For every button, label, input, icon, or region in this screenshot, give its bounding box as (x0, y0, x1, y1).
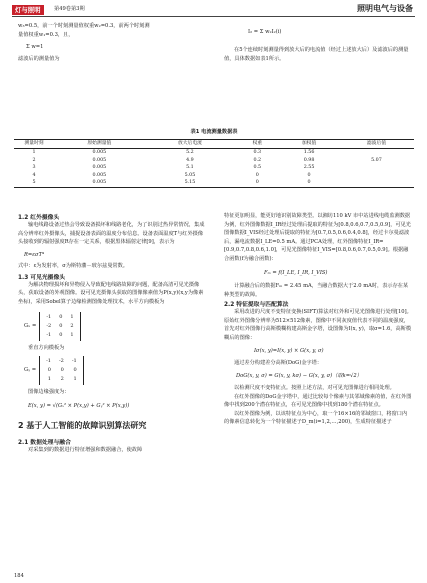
header-rule (12, 16, 415, 17)
matrix-cell: -1 (46, 313, 52, 320)
table-cell: 0.005 (92, 157, 107, 163)
table-cell: 0 (279, 179, 339, 187)
table-cell: 5.15 (145, 179, 236, 187)
matrix-cell: 1 (70, 331, 74, 338)
section-heading-2-2: 2.2 特征提取与匹配算法 (224, 302, 289, 309)
text-line: w₃=0.5，前一个时刻测量值权重w₂=0.3，前两个时刻测 (18, 23, 150, 29)
matrix-cell: -2 (58, 358, 64, 365)
top-left-block (18, 22, 206, 63)
paragraph: 以红外图像为例，以该特征点为中心，取一个16×16的邻域窗口，将窗口内的像素信息转化为一个特征描述子D_m(i=1,2,…,200)，生成特征描述子 (224, 410, 408, 426)
matrix-cell: 2 (60, 376, 64, 383)
table-block (14, 128, 414, 188)
page-header (0, 0, 427, 18)
table-cell: 0 (307, 172, 311, 178)
table-cell: 5.2 (186, 150, 194, 155)
matrix-cell: 0 (59, 331, 63, 338)
matrix-cell: -1 (46, 358, 51, 365)
matrix-caption: 垂直方向模板为 (28, 344, 65, 351)
page-number: 184 (14, 573, 24, 579)
matrix-label: Gₓ = (24, 322, 37, 329)
paragraph: 为解决物理损坏和异物侵入导致配电线路故障的问题，配备高清可见光摄像头，获取设备的外观图像。设可见光摄像头获取的图像像素值为P(x,y)(x,y为像素坐标)，采用Sobel算子边缘检测图像处理技术，水平方向模板为 (18, 281, 204, 305)
top-right-block (224, 22, 410, 64)
table-cell: 4 (32, 172, 36, 178)
table-cell: 0.5 (253, 165, 262, 171)
table-cell: 0 (235, 179, 279, 187)
matrix-cell: 0 (60, 367, 64, 374)
table-header-cell: 原始测量值 (54, 140, 145, 149)
paragraph: 输电线路设备过热会导致设备损坏和线路老化，为了识别过热异常情况，集成高分辨率红外摄像头，捕捉设备表面的温度分布信息。设备表面温度T与红外摄像头接收到的辐射强度R存在一定关系，根据黑体辐射定律[9]，表示为 (18, 222, 205, 246)
fusion-formula: Fₘ = f(I_LE, I_IR, I_VIS) (264, 269, 328, 276)
section-heading-2-1: 2.1 数据处理与融合 (18, 440, 71, 447)
table-cell (339, 164, 414, 172)
table-row (14, 149, 414, 157)
dog-formula: DoG(x, y, σ) = G(x, y, kσ) − G(x, y, σ)（取k=√2） (236, 372, 362, 379)
section-heading-1-3: 1.3 可见光摄像头 (18, 274, 66, 281)
text-line: 量值权重w₁=0.3，且， (18, 31, 74, 38)
table-cell: 0.005 (92, 172, 107, 178)
matrix-cell: 1 (47, 376, 51, 383)
matrix-cell: 1 (70, 313, 74, 320)
paragraph: 特征更加明显，能更好地识别故障类型。以湘坊110 kV 市中站进线电缆监测数据为例，红外图像数据I_IR经过处理后提取的特征为[0.8,0.6,0.7,0.5,0.9]，可见光图像数据I_VIS经过处理后提取的特征为[0.7,0.5,0.6,0.4,0.8]，经过卡尔曼滤波后，漏电流数据I_LE=0.5 mA。通过PCA处理，红外图像特征I_IR=[0.9,0.7,0.8,0.6,1.0]，可见光图像特征I_VIS=[0.8,0.6,0.7,0.5,0.9]。根据融合函数(f为融合函数)： (224, 213, 411, 262)
journal-name: 照明电气与设备 (357, 4, 413, 13)
paragraph: 以检测尺度不变特征点。按照上述方法，对可见光图像进行相同处理。 (234, 384, 395, 391)
table-cell: 1.56 (303, 150, 315, 155)
table-cell (339, 149, 414, 157)
table-cell (339, 179, 414, 187)
right-column (224, 212, 412, 427)
gx-matrix (39, 312, 80, 341)
gy-matrix-block (24, 356, 206, 385)
matrix-label: Gᵧ = (24, 367, 37, 374)
paragraph: 采用改进的尺度不变特征变换(SIFT)算法对红外和可见光图像进行处理[10]。原始红外图像分辨率为512×512像素，图像中不同灰度值代表不同的温度强度，首先对红外图像行高斯模糊构建高斯金字塔，设图像为I(x, y)，取σ=1.6，高斯模糊后的图像： (224, 309, 412, 341)
table-row (14, 157, 414, 165)
text-line: 滤波后的测量值为 (18, 55, 60, 62)
formula-note: 式中：ε为发射率，σ为斯特藩－玻尔兹曼常数。 (18, 263, 128, 270)
issue-label: 第49卷第3期 (54, 6, 85, 12)
paragraph: 在红外图像的DoG金字塔中，通过比较每个像素与其邻域像素的值，在红外图像中找到200个潜在特征点，在可见光图像中找到180个潜在特征点。 (224, 393, 412, 409)
paragraph: 通过差分构建差分高斯(DoG)金字塔： (234, 359, 323, 366)
weighted-formula: I₂ = Σ w₂I₂(i) (248, 29, 282, 35)
journal-logo: 灯与照明 (12, 5, 44, 15)
paragraph: 对采集到的数据进行特征增强和数据融合，使故障 (28, 447, 143, 454)
table-cell: 4.9 (186, 157, 194, 163)
matrix-cell: 0 (59, 313, 63, 320)
paragraph: 在5个连续时刻测量得到放大后的电流值（经过上述放大后）及滤波后的测量值，具体数据如表1所示。 (224, 47, 409, 62)
table-caption: 表1 电流测量数据表 (190, 129, 238, 135)
current-data-table (14, 139, 414, 188)
edge-strength-formula: E(x, y) = √(Gₓ² × P(x,y) + Gᵧ² × P(x,y)) (28, 402, 130, 409)
matrix-cell: 0 (47, 367, 51, 374)
table-cell: 0.2 (253, 157, 262, 163)
matrix-cell: 0 (73, 367, 77, 374)
sum-formula: Σ w=1 (26, 44, 44, 51)
radiation-formula: R=εσT⁴ (24, 251, 45, 258)
table-cell: 5.05 (184, 172, 196, 178)
table-cell: 5.07 (371, 157, 382, 163)
left-column (18, 212, 206, 455)
gradient-label: 图像边缘强度为： (28, 389, 70, 396)
gy-matrix (39, 356, 84, 385)
table-cell: 1 (32, 150, 36, 155)
table-cell: 0.005 (92, 165, 107, 171)
table-cell: 0 (255, 172, 259, 178)
gauss-formula: Iσ(x, y)=I(x, y) × G(x, y, σ) (254, 347, 324, 354)
section-heading-1-2: 1.2 红外摄像头 (18, 215, 60, 221)
matrix-cell: 0 (59, 322, 63, 329)
table-row (14, 172, 414, 180)
table-cell: 5 (14, 179, 54, 187)
matrix-cell: -1 (46, 331, 52, 338)
matrix-cell: 1 (73, 376, 77, 383)
table-row (14, 179, 414, 187)
matrix-cell: -2 (46, 322, 52, 329)
paragraph: 计算融合后的数据Fₘ = 2.45 mA，当融合数据大于2.0 mA时，表示存在某种类型的故障。 (224, 282, 409, 298)
table-cell: 2 (32, 157, 36, 163)
table-header-cell: 加权值 (279, 140, 339, 149)
table-cell (339, 172, 414, 180)
table-cell: 0.005 (54, 179, 145, 187)
table-header-cell: 测量时刻 (14, 140, 54, 149)
matrix-cell: 2 (70, 322, 74, 329)
table-cell: 0.005 (92, 150, 107, 155)
gx-matrix-block (24, 312, 206, 341)
table-cell: 2.55 (303, 165, 315, 171)
matrix-cell: -1 (71, 358, 77, 365)
section-heading-2: 2 基于人工智能的故障识别算法研究 (18, 421, 147, 431)
table-row (14, 164, 414, 172)
table-header-cell: 滤波后值 (339, 140, 414, 149)
table-cell: 5.1 (186, 165, 194, 171)
table-cell: 0.3 (253, 150, 262, 155)
table-cell: 3 (32, 165, 36, 171)
table-cell: 0.98 (303, 157, 315, 163)
table-header-cell: 放大后电流 (145, 140, 236, 149)
table-header-cell: 权重 (235, 140, 279, 149)
